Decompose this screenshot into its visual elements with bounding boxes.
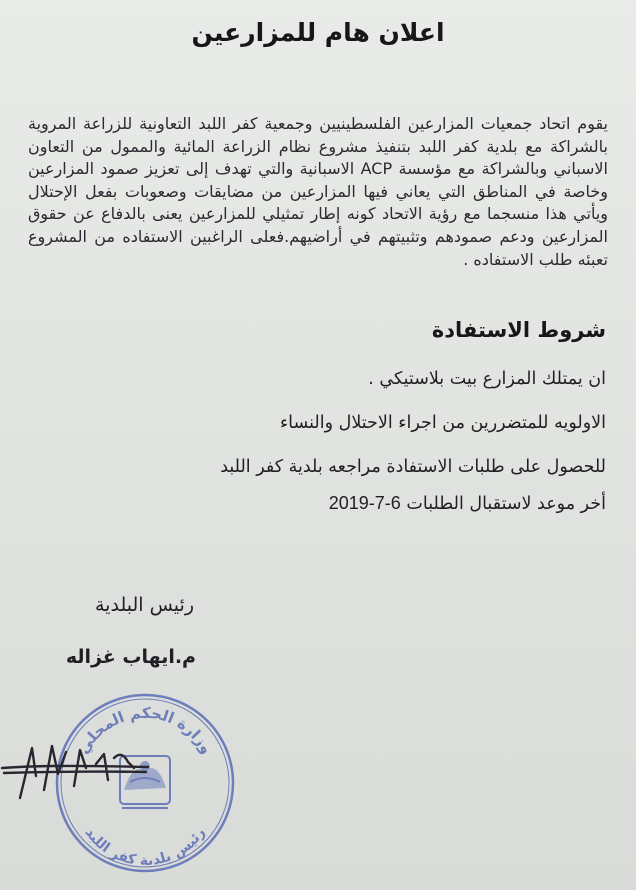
announcement-title: اعلان هام للمزارعين — [191, 18, 445, 47]
announcement-body: يقوم اتحاد جمعيات المزارعين الفلسطينيين وجمعية كفر اللبد التعاونية للزراعة المروية بالشراكة مع بلدية كفر اللبد بتنفيذ مشروع نظام الزراعة المائية والممول من التعاون الاسباني وبالشراكة مع مؤسسة ACP الاسبانية والتي تهدف إلى تعزيز صمود المزارعين وخاصة في المناطق التي يعاني فيها المزارعين من مضايقات وصعوبات بفعل الإحتلال ويأتي هذا منسجما مع رؤية الاتحاد كونه إطار تمثيلي للمزارعين يعنى بالدفاع عن حقوق المزارعين ودعم صمودهم وتثبيتهم في أراضيهم.فعلى الراغبين الاستفاده من المشروع تعبئه طلب الاستفاده . — [28, 114, 609, 269]
deadline-label: أخر موعد لاستقبال الطلبات — [406, 494, 606, 514]
condition-item: ان يمتلك المزارع بيت بلاستيكي . — [368, 369, 606, 389]
condition-item: الاولويه للمتضررين من اجراء الاحتلال والنساء — [279, 413, 606, 433]
signature-name: م.ايهاب غزاله — [65, 646, 196, 668]
handwritten-signature — [0, 728, 150, 808]
deadline-line — [329, 493, 606, 514]
stamp-top-text: وزارة الحكم المحلي — [74, 703, 217, 757]
conditions-heading: شروط الاستفادة — [431, 318, 606, 342]
deadline-date: 2019-7-6 — [328, 493, 401, 513]
conditions-list — [26, 364, 606, 496]
condition-item: للحصول على طلبات الاستفادة مراجعه بلدية كفر اللبد — [220, 457, 606, 477]
signature-title: رئيس البلدية — [95, 594, 194, 616]
stamp-bottom-text: رئيس بلدية كفر اللبد — [81, 824, 209, 870]
